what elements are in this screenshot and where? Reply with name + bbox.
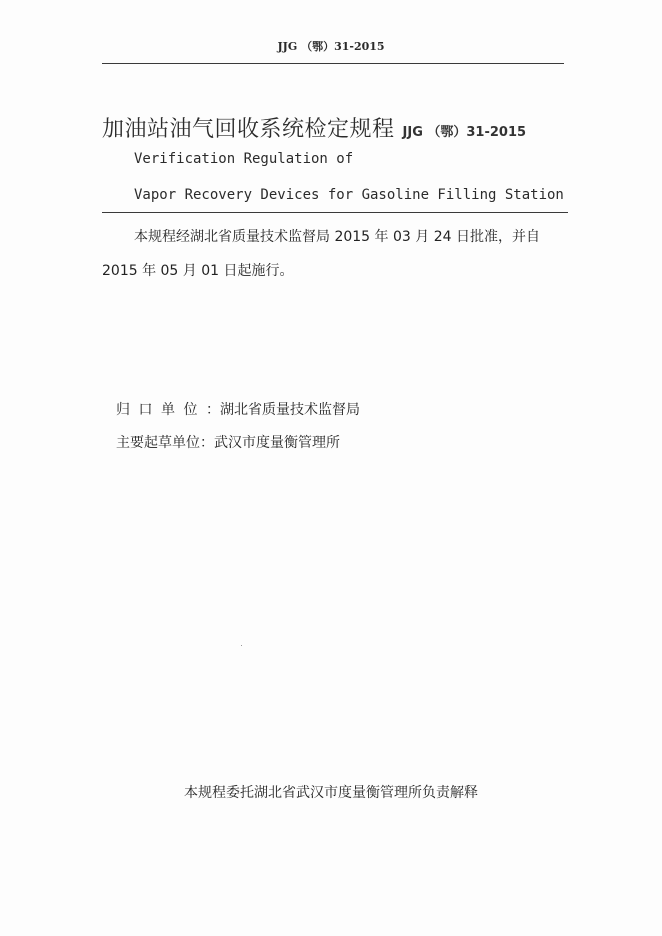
- responsible-unit-row: [116, 399, 360, 419]
- title-english-line2: Vapor Recovery Devices for Gasoline Filling Station: [134, 187, 564, 203]
- title-rule: [102, 212, 568, 213]
- drafting-unit-row: [116, 432, 340, 452]
- scan-speck: [241, 645, 242, 646]
- title-row: [102, 112, 526, 143]
- title-standard-code: JJG （鄂）31-2015: [402, 125, 527, 140]
- interpretation-note: 本规程委托湖北省武汉市度量衡管理所负责解释: [184, 785, 478, 801]
- responsible-unit-label: 归 口 单 位 ：: [116, 402, 220, 418]
- drafting-unit-value: 武汉市度量衡管理所: [214, 435, 340, 451]
- header-rule: [102, 63, 564, 64]
- title-chinese: 加油站油气回收系统检定规程: [102, 117, 395, 142]
- header-standard-code: JJG （鄂）31-2015: [277, 40, 385, 53]
- responsible-unit-value: 湖北省质量技术监督局: [220, 402, 360, 418]
- approval-line2: 2015 年 05 月 01 日起施行。: [102, 263, 294, 279]
- drafting-unit-label: 主要起草单位：: [116, 435, 214, 451]
- title-english-line1: Verification Regulation of: [134, 151, 354, 167]
- approval-line1: 本规程经湖北省质量技术监督局 2015 年 03 月 24 日批准，并自: [134, 229, 540, 245]
